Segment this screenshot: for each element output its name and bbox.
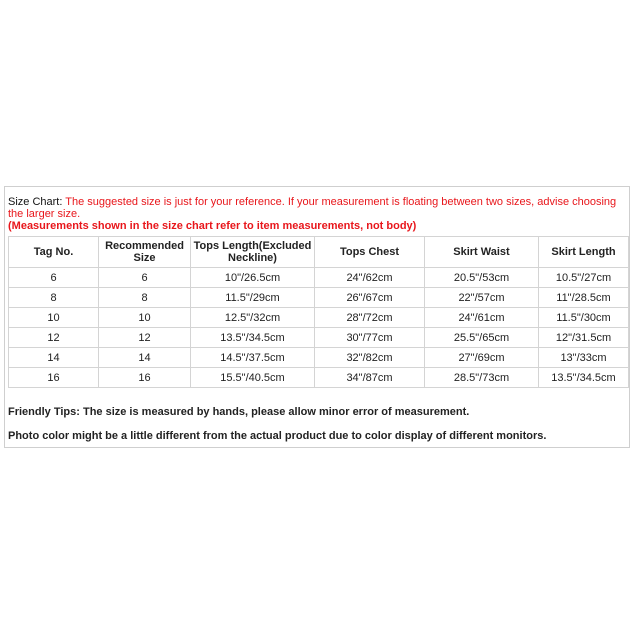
size-chart-panel bbox=[4, 186, 630, 448]
cell-skirt-length: 13.5"/34.5cm bbox=[539, 368, 629, 388]
cell-tops-length: 14.5"/37.5cm bbox=[191, 348, 315, 368]
header-tag-no: Tag No. bbox=[9, 237, 99, 268]
cell-skirt-length: 12"/31.5cm bbox=[539, 328, 629, 348]
cell-tops-chest: 24"/62cm bbox=[315, 268, 425, 288]
header-tops-length: Tops Length(Excluded Neckline) bbox=[191, 237, 315, 268]
size-chart-label: Size Chart: bbox=[8, 196, 63, 208]
cell-tops-chest: 34"/87cm bbox=[315, 368, 425, 388]
cell-tag-no: 6 bbox=[9, 268, 99, 288]
cell-recommended-size: 16 bbox=[99, 368, 191, 388]
cell-tops-length: 13.5"/34.5cm bbox=[191, 328, 315, 348]
cell-recommended-size: 6 bbox=[99, 268, 191, 288]
table-row bbox=[9, 308, 629, 328]
cell-skirt-length: 11"/28.5cm bbox=[539, 288, 629, 308]
cell-tops-chest: 28"/72cm bbox=[315, 308, 425, 328]
size-advice-note: The suggested size is just for your reference. If your measurement is floating between two sizes, advise choosing the larger size. bbox=[8, 196, 617, 220]
cell-tag-no: 10 bbox=[9, 308, 99, 328]
size-table bbox=[8, 236, 629, 388]
cell-tops-chest: 26"/67cm bbox=[315, 288, 425, 308]
table-header-row bbox=[9, 237, 629, 268]
cell-tops-chest: 30"/77cm bbox=[315, 328, 425, 348]
cell-tag-no: 16 bbox=[9, 368, 99, 388]
cell-recommended-size: 10 bbox=[99, 308, 191, 328]
cell-tops-length: 15.5"/40.5cm bbox=[191, 368, 315, 388]
cell-tag-no: 12 bbox=[9, 328, 99, 348]
cell-skirt-waist: 24"/61cm bbox=[425, 308, 539, 328]
cell-recommended-size: 8 bbox=[99, 288, 191, 308]
cell-tag-no: 14 bbox=[9, 348, 99, 368]
table-row bbox=[9, 268, 629, 288]
cell-skirt-length: 10.5"/27cm bbox=[539, 268, 629, 288]
cell-recommended-size: 12 bbox=[99, 328, 191, 348]
cell-tops-chest: 32"/82cm bbox=[315, 348, 425, 368]
table-row bbox=[9, 368, 629, 388]
cell-tag-no: 8 bbox=[9, 288, 99, 308]
measurement-disclaimer: (Measurements shown in the size chart refer to item measurements, not body) bbox=[8, 220, 417, 232]
table-row bbox=[9, 348, 629, 368]
cell-skirt-waist: 25.5"/65cm bbox=[425, 328, 539, 348]
cell-tops-length: 11.5"/29cm bbox=[191, 288, 315, 308]
header-recommended-size: Recommended Size bbox=[99, 237, 191, 268]
cell-tops-length: 12.5"/32cm bbox=[191, 308, 315, 328]
header-skirt-waist: Skirt Waist bbox=[425, 237, 539, 268]
cell-skirt-waist: 27"/69cm bbox=[425, 348, 539, 368]
table-row bbox=[9, 288, 629, 308]
size-chart-intro bbox=[8, 196, 626, 232]
cell-skirt-length: 13"/33cm bbox=[539, 348, 629, 368]
photo-color-note: Photo color might be a little different from the actual product due to color display of different monitors. bbox=[8, 430, 547, 442]
cell-tops-length: 10"/26.5cm bbox=[191, 268, 315, 288]
friendly-tips: Friendly Tips: The size is measured by hands, please allow minor error of measurement. bbox=[8, 406, 470, 418]
cell-skirt-waist: 22"/57cm bbox=[425, 288, 539, 308]
cell-skirt-length: 11.5"/30cm bbox=[539, 308, 629, 328]
header-tops-chest: Tops Chest bbox=[315, 237, 425, 268]
header-skirt-length: Skirt Length bbox=[539, 237, 629, 268]
table-row bbox=[9, 328, 629, 348]
cell-skirt-waist: 28.5"/73cm bbox=[425, 368, 539, 388]
cell-recommended-size: 14 bbox=[99, 348, 191, 368]
cell-skirt-waist: 20.5"/53cm bbox=[425, 268, 539, 288]
